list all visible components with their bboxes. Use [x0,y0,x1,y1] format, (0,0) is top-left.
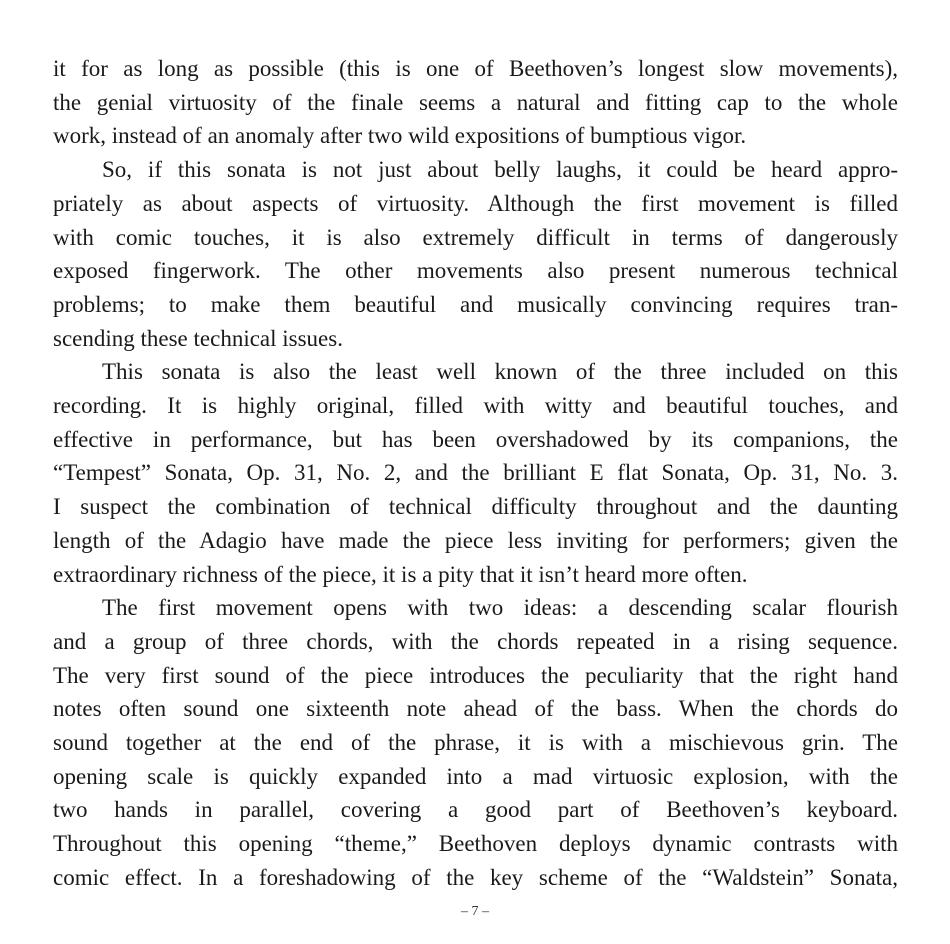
text-line: exposed fingerwork. The other movements also present numerous technical [53,258,898,284]
text-line: effective in performance, but has been overshadowed by its companions, the [53,426,898,452]
text-line: opening scale is quickly expanded into a mad virtuosic explosion, with the [53,763,898,789]
text-line: notes often sound one sixteenth note ahead of the bass. When the chords do [53,696,898,722]
text-line: work, instead of an anomaly after two wild expositions of bumptious vigor. [53,123,747,149]
text-line: the genial virtuosity of the finale seems a natural and fitting cap to the whole [53,89,898,115]
text-line: I suspect the combination of technical difficulty throughout and the daunting [53,494,898,520]
text-line: sound together at the end of the phrase, it is with a mischievous grin. The [53,730,898,755]
text-line: with comic touches, it is also extremely difficult in terms of dangerously [53,224,898,250]
page-number: – 7 – [461,904,489,919]
text-line: extraordinary richness of the piece, it is a pity that it isn’t heard more often. [53,561,748,587]
text-line: “Tempest” Sonata, Op. 31, No. 2, and the brilliant E flat Sonata, Op. 31, No. 3. [53,460,898,486]
text-line: So, if this sonata is not just about belly laughs, it could be heard appro- [102,157,898,183]
text-line: priately as about aspects of virtuosity. Although the first movement is filled [53,190,898,216]
text-line: scending these technical issues. [53,325,343,351]
text-line: length of the Adagio have made the piece less inviting for performers; given the [53,527,898,553]
text-line: problems; to make them beautiful and musically convincing requires tran- [53,291,898,317]
text-line: comic effect. In a foreshadowing of the key scheme of the “Waldstein” Sonata, [53,864,898,890]
text-line: two hands in parallel, covering a good part of Beethoven’s keyboard. [53,797,898,823]
text-line: This sonata is also the least well known of the three included on this [102,359,898,385]
text-line: The very first sound of the piece introduces the peculiarity that the right hand [53,662,898,688]
text-line: it for as long as possible (this is one of Beethoven’s longest slow movements), [53,56,898,81]
text-line: Throughout this opening “theme,” Beethoven deploys dynamic contrasts with [53,831,898,857]
text-line: and a group of three chords, with the chords repeated in a rising sequence. [53,628,898,654]
text-line: recording. It is highly original, filled with witty and beautiful touches, and [53,393,898,418]
text-line: The first movement opens with two ideas: a descending scalar flourish [102,595,898,621]
